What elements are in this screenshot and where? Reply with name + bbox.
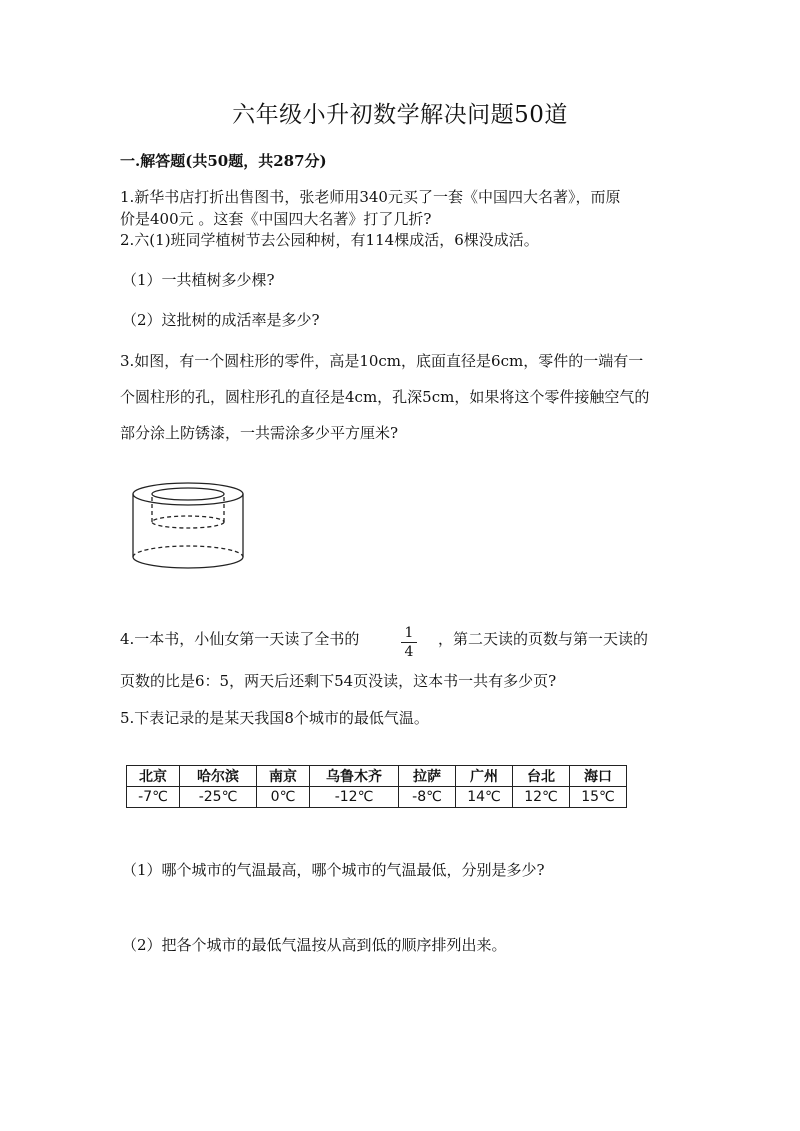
q1-line2: 价是400元 。这套《中国四大名著》打了几折?: [120, 210, 432, 228]
q1-line1: 1.新华书店打折出售图书，张老师用340元买了一套《中国四大名著》，而原: [120, 188, 621, 206]
table-header-row: [127, 766, 627, 787]
section-heading: 一.解答题(共50题，共287分): [120, 152, 327, 170]
temp-cell: -8℃: [399, 787, 456, 808]
fraction-one-quarter: [397, 626, 421, 659]
city-cell: 乌鲁木齐: [310, 766, 399, 787]
temp-cell: 0℃: [257, 787, 310, 808]
city-cell: 台北: [513, 766, 570, 787]
fraction-bar: [401, 642, 417, 643]
q5-stem: 5.下表记录的是某天我国8个城市的最低气温。: [120, 709, 429, 727]
q3-line3: 部分涂上防锈漆，一共需涂多少平方厘米?: [120, 424, 399, 442]
cylinder-figure: [130, 480, 246, 578]
temp-cell: 14℃: [456, 787, 513, 808]
city-cell: 拉萨: [399, 766, 456, 787]
q5-sub1: （1）哪个城市的气温最高，哪个城市的气温最低，分别是多少?: [122, 861, 545, 879]
city-cell: 南京: [257, 766, 310, 787]
temperature-table: [126, 765, 627, 808]
q5-sub2: （2）把各个城市的最低气温按从高到低的顺序排列出来。: [122, 936, 507, 954]
fraction-denominator: 4: [404, 644, 414, 660]
q4-line2: 页数的比是6：5，两天后还剩下54页没读，这本书一共有多少页?: [120, 672, 557, 690]
q3-line1: 3.如图，有一个圆柱形的零件，高是10cm，底面直径是6cm，零件的一端有一: [120, 352, 644, 370]
q4-line1-b: ，第二天读的页数与第一天读的: [438, 630, 649, 648]
q2-stem: 2.六(1)班同学植树节去公园种树，有114棵成活，6棵没成活。: [120, 231, 539, 249]
city-cell: 广州: [456, 766, 513, 787]
table-row: [127, 787, 627, 808]
temp-cell: 15℃: [570, 787, 627, 808]
q3-line2: 个圆柱形的孔，圆柱形孔的直径是4cm，孔深5cm，如果将这个零件接触空气的: [120, 388, 650, 406]
city-cell: 海口: [570, 766, 627, 787]
temp-cell: -25℃: [180, 787, 257, 808]
q4-line1-a: 4.一本书，小仙女第一天读了全书的: [120, 630, 360, 648]
temp-cell: 12℃: [513, 787, 570, 808]
page-title: 六年级小升初数学解决问题50道: [232, 102, 568, 128]
q2-sub1: （1）一共植树多少棵?: [122, 271, 275, 289]
city-cell: 哈尔滨: [180, 766, 257, 787]
temp-cell: -7℃: [127, 787, 180, 808]
fraction-numerator: 1: [404, 625, 414, 641]
temp-cell: -12℃: [310, 787, 399, 808]
q2-sub2: （2）这批树的成活率是多少?: [122, 311, 320, 329]
city-cell: 北京: [127, 766, 180, 787]
